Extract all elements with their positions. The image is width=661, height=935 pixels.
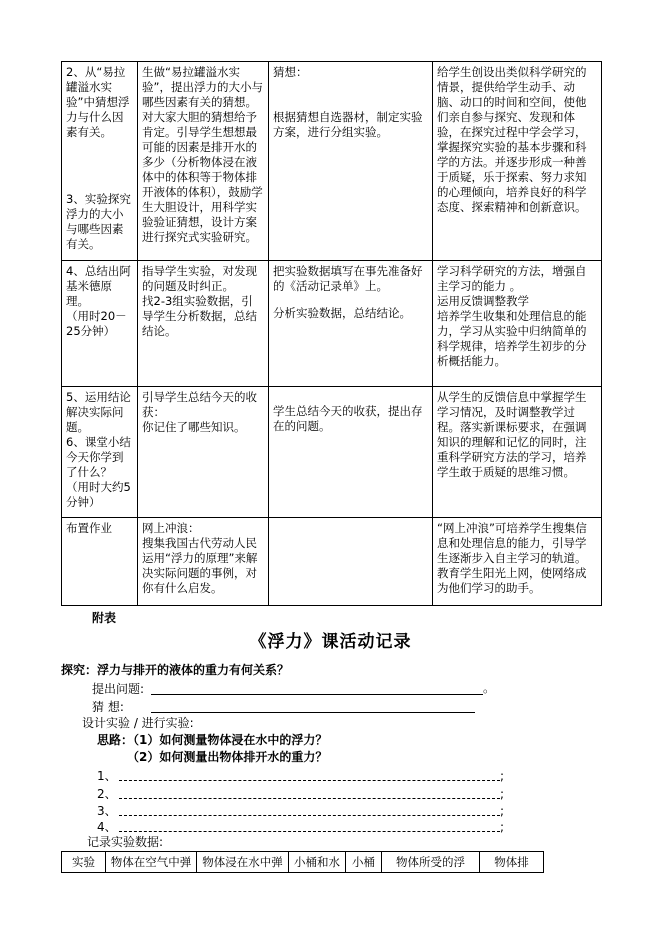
stage-text: 5、运用结论解决实际问题。 (66, 390, 131, 434)
table-cell (138, 387, 269, 518)
teacher-activity-text: 对大家大胆的猜想给予肯定。引导学生想想最可能的因素是排开水的多少（分析物体浸在液体中的体积等于物体排开液体的体积），鼓励学生大胆设计，用科学实验验证猜想，设计方案进行探究式实验研究。 (142, 110, 263, 244)
table-cell (269, 261, 433, 387)
student-activity-text: 学生总结今天的收获，提出存在的问题。 (273, 404, 423, 433)
table-cell (269, 62, 433, 261)
table-cell (269, 387, 433, 518)
step-end: ; (500, 787, 505, 801)
ask-answer-line[interactable] (151, 694, 483, 695)
stage-text: （用时大约5分钟） (66, 480, 131, 509)
stage-text: 2、从“易拉罐溢水实验”中猜想浮力与什么因素有关。 (66, 65, 130, 139)
table-row (62, 852, 544, 873)
step-end: ; (500, 820, 505, 834)
step-answer-line[interactable] (119, 798, 500, 799)
design-label: 设计实验 / 进行实验: (82, 716, 194, 730)
idea-text-2: （2）如何测量出物体排开水的重力？ (127, 750, 328, 764)
step-end: ; (500, 769, 505, 783)
table-header-cell: 物体所受的浮 (382, 852, 480, 873)
table-header-cell: 物体浸在水中弹 (197, 852, 289, 873)
teacher-activity-text: 搜集我国古代劳动人民运用“浮力的原理”来解决实际问题的事例，对你有什么启发。 (142, 536, 258, 595)
stage-text: 3、实验探究浮力的大小与哪些因素有关。 (66, 192, 131, 251)
lesson-plan-table (61, 61, 602, 606)
table-cell (62, 62, 138, 261)
stage-text: 布置作业 (66, 521, 112, 535)
table-cell (433, 62, 602, 261)
step-number: 3、 (97, 804, 117, 818)
ask-end: 。 (483, 681, 496, 695)
ask-label: 提出问题: (92, 682, 145, 696)
step-number: 1、 (97, 769, 117, 783)
inquiry-heading: 探究：浮力与排开的液体的重力有何关系？ (61, 663, 290, 677)
design-intent-text: 培养学生收集和处理信息的能力，学习从实验中归纳简单的科学规律，培养学生初步的分析概括能力。 (437, 309, 587, 368)
table-header-cell: 小桶和水 (289, 852, 346, 873)
teacher-activity-text: 引导学生总结今天的收获： (142, 390, 257, 419)
table-header-cell: 小桶 (346, 852, 382, 873)
stage-text: 6、课堂小结今天你学到了什么？ (66, 435, 131, 479)
table-row (62, 62, 602, 261)
design-intent-text: 运用反馈调整教学 (437, 294, 529, 308)
table-cell (433, 518, 602, 606)
design-intent-text: 学习科学研究的方法，增强自主学习的能力 。 (437, 264, 587, 293)
design-intent-text: 给学生创设出类似科学研究的情景，提供给学生动手、动脑、动口的时间和空间，使他们亲自参与探究、发现和体验，在探究过程中学会学习，掌握探究实验的基本步骤和科学的方法。并逐步形成一种善于质疑，乐于探索、努力求知的心理倾向，培养良好的科学态度、探索精神和创新意识。 (437, 65, 587, 214)
idea-text: 思路：（1）如何测量物体浸在水中的浮力？ (97, 733, 328, 747)
table-cell (62, 518, 138, 606)
teacher-activity-text: 生做“易拉罐溢水实验”，提出浮力的大小与哪些因素有关的猜想。 (142, 65, 263, 109)
table-header-cell: 物体排 (480, 852, 544, 873)
step-number: 2、 (97, 787, 117, 801)
teacher-activity-text: 找2-3组实验数据，引导学生分析数据，总结结论。 (142, 294, 257, 338)
step-answer-line[interactable] (119, 831, 500, 832)
table-cell (269, 518, 433, 606)
table-cell (138, 62, 269, 261)
teacher-activity-text: 你记住了哪些知识。 (142, 420, 246, 434)
table-cell (62, 261, 138, 387)
table-cell (62, 387, 138, 518)
table-header-cell: 物体在空气中弹 (106, 852, 197, 873)
guess-answer-line[interactable] (151, 712, 475, 713)
table-cell (138, 518, 269, 606)
table-row (62, 518, 602, 606)
teacher-activity-text: 指导学生实验，对发现的问题及时纠正。 (142, 264, 257, 293)
student-activity-text: 分析实验数据，总结结论。 (273, 306, 411, 320)
appendix-label: 附表 (92, 611, 117, 625)
student-activity-text: 根据猜想自选器材，制定实验方案，进行分组实验。 (273, 110, 423, 139)
step-number: 4、 (97, 820, 117, 834)
table-header-cell: 实验 (62, 852, 106, 873)
data-record-table (61, 851, 544, 873)
student-activity-text: 猜想： (273, 65, 308, 79)
record-title: 《浮力》课活动记录 (249, 632, 412, 652)
record-label: 记录实验数据: (87, 835, 164, 849)
guess-label: 猜 想: (92, 700, 124, 714)
teacher-activity-text: 网上冲浪： (142, 521, 200, 535)
table-row (62, 261, 602, 387)
step-end: ; (500, 804, 505, 818)
table-row (62, 387, 602, 518)
student-activity-text: 把实验数据填写在事先准备好的《活动记录单》上。 (273, 264, 423, 293)
step-answer-line[interactable] (119, 815, 500, 816)
design-intent-text: 从学生的反馈信息中掌握学生学习情况，及时调整教学过程。落实新课标要求，在强调知识的理解和记忆的同时，注重科学研究方法的学习，培养学生敢于质疑的思维习惯。 (437, 390, 587, 479)
step-answer-line[interactable] (119, 780, 500, 781)
table-cell (138, 261, 269, 387)
table-cell (433, 387, 602, 518)
design-intent-text: “网上冲浪”可培养学生搜集信息和处理信息的能力，引导学生逐渐步入自主学习的轨道。教育学生阳光上网，使网络成为他们学习的助手。 (437, 521, 587, 595)
table-cell (433, 261, 602, 387)
stage-text: 4、总结出阿基米德原理。 (66, 264, 131, 308)
stage-text: （用时20－25分钟） (66, 309, 127, 338)
